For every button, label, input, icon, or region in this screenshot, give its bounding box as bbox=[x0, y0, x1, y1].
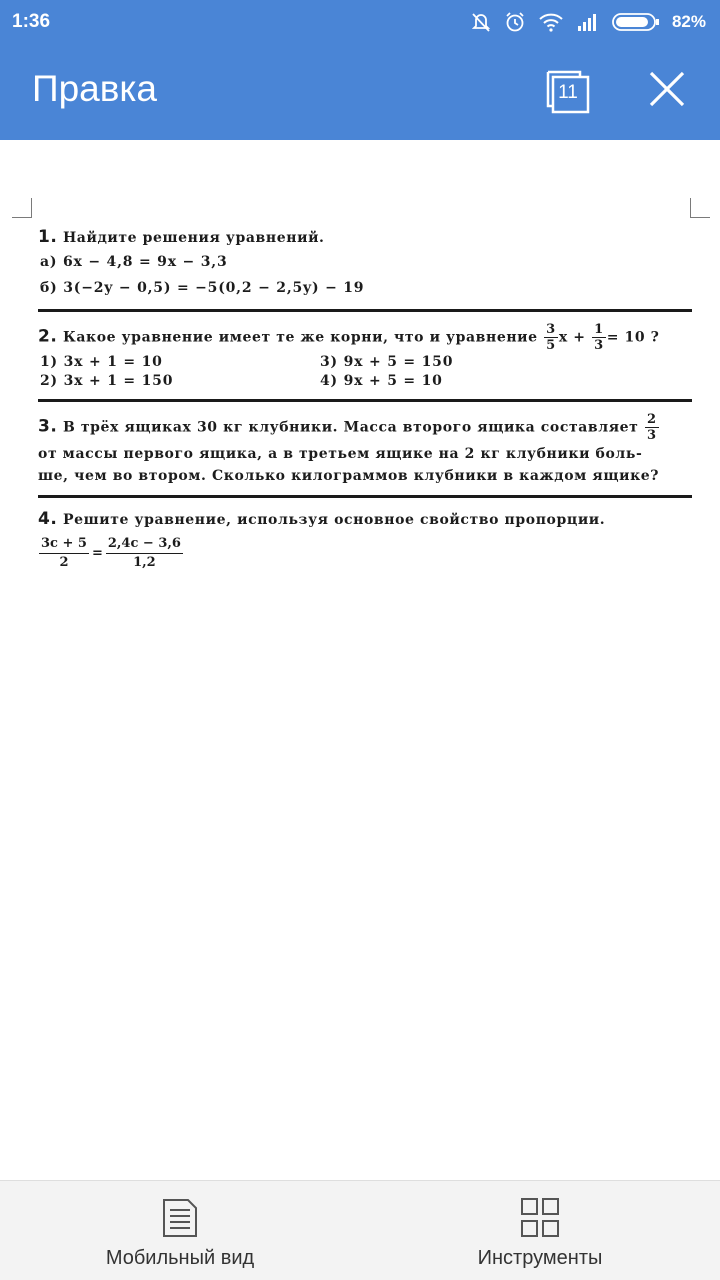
task-2-option: 2) 3x + 1 = 150 bbox=[40, 373, 174, 389]
task-3-line-3: ше, чем во втором. Сколько килограммов клубники в каждом ящике? bbox=[38, 468, 660, 484]
task-1-equation-a: а) 6x − 4,8 = 9x − 3,3 bbox=[40, 254, 228, 270]
task-4-left-fraction bbox=[39, 535, 89, 572]
close-icon bbox=[644, 66, 690, 112]
task-2-fraction-1 bbox=[544, 322, 558, 353]
mobile-view-icon bbox=[160, 1197, 200, 1239]
divider bbox=[38, 399, 692, 402]
tools-label: Инструменты bbox=[477, 1247, 603, 1269]
alarm-icon bbox=[504, 11, 526, 33]
task-2-option: 4) 9x + 5 = 10 bbox=[320, 373, 443, 389]
fraction-denominator: 3 bbox=[646, 428, 657, 443]
task-3-text bbox=[38, 412, 692, 487]
tools-button[interactable] bbox=[360, 1181, 720, 1280]
fraction-numerator: 2,4c − 3,6 bbox=[106, 535, 183, 554]
fraction-denominator: 3 bbox=[594, 338, 604, 353]
task-4-number: 4. bbox=[38, 509, 58, 529]
task-1 bbox=[38, 226, 692, 301]
task-2-options bbox=[38, 353, 692, 391]
divider bbox=[38, 495, 692, 498]
status-time: 1:36 bbox=[12, 11, 51, 32]
bottom-bar bbox=[0, 1180, 720, 1280]
mobile-view-label: Мобильный вид bbox=[105, 1247, 255, 1269]
page-corner-left bbox=[12, 198, 32, 218]
task-2-text: Какое уравнение имеет те же корни, что и уравнение bbox=[62, 329, 538, 346]
fraction-denominator: 2 bbox=[59, 555, 69, 570]
task-2-tail: = 10 ? bbox=[606, 329, 660, 346]
status-icons bbox=[470, 11, 706, 33]
fraction-numerator: 3 bbox=[546, 322, 556, 337]
equals-sign: = bbox=[91, 546, 103, 561]
close-button[interactable] bbox=[644, 66, 690, 112]
task-2-fraction-2 bbox=[592, 322, 606, 353]
divider bbox=[38, 309, 692, 312]
page-corner-right bbox=[690, 198, 710, 218]
battery-icon bbox=[612, 12, 660, 32]
task-1-equation-b: б) 3(−2y − 0,5) = −5(0,2 − 2,5y) − 19 bbox=[40, 280, 365, 296]
task-4 bbox=[38, 508, 692, 572]
fraction-denominator: 1,2 bbox=[133, 555, 156, 570]
signal-icon bbox=[576, 12, 600, 32]
task-4-equation bbox=[38, 535, 692, 572]
task-2-option: 1) 3x + 1 = 10 bbox=[40, 354, 163, 370]
battery-percent: 82% bbox=[671, 12, 706, 31]
task-2-option: 3) 9x + 5 = 150 bbox=[320, 354, 454, 370]
mute-icon bbox=[470, 11, 492, 33]
pages-button[interactable] bbox=[544, 68, 592, 116]
task-2-number: 2. bbox=[38, 326, 58, 347]
app-bar bbox=[0, 44, 720, 140]
fraction-numerator: 1 bbox=[594, 322, 604, 337]
mobile-view-button[interactable] bbox=[0, 1181, 360, 1280]
document-view[interactable] bbox=[0, 140, 720, 1180]
task-3-number: 3. bbox=[38, 416, 58, 437]
document-page bbox=[38, 226, 692, 572]
task-3-line-1: В трёх ящиках 30 кг клубники. Масса второго ящика составляет bbox=[62, 419, 639, 436]
fraction-numerator: 2 bbox=[646, 412, 657, 427]
task-4-right-fraction bbox=[106, 535, 183, 572]
task-4-text: Решите уравнение, используя основное свойство пропорции. bbox=[62, 512, 606, 528]
task-3-line-2: от массы первого ящика, а в третьем ящике на 2 кг клубники боль- bbox=[38, 446, 643, 462]
task-3 bbox=[38, 412, 692, 487]
task-2-mid: x + bbox=[558, 329, 586, 346]
task-3-fraction bbox=[645, 412, 659, 443]
fraction-numerator: 3c + 5 bbox=[39, 535, 89, 554]
fraction-denominator: 5 bbox=[546, 338, 556, 353]
tools-grid-icon bbox=[520, 1197, 560, 1239]
task-2-heading bbox=[38, 322, 692, 353]
task-1-heading bbox=[38, 226, 692, 249]
task-1-text: Найдите решения уравнений. bbox=[62, 230, 325, 246]
app-title: Правка bbox=[32, 68, 157, 109]
status-bar bbox=[0, 0, 720, 44]
page-count: 11 bbox=[558, 82, 578, 103]
task-1-number: 1. bbox=[38, 227, 58, 247]
wifi-icon bbox=[538, 12, 564, 32]
task-2 bbox=[38, 322, 692, 391]
task-4-heading bbox=[38, 508, 692, 531]
